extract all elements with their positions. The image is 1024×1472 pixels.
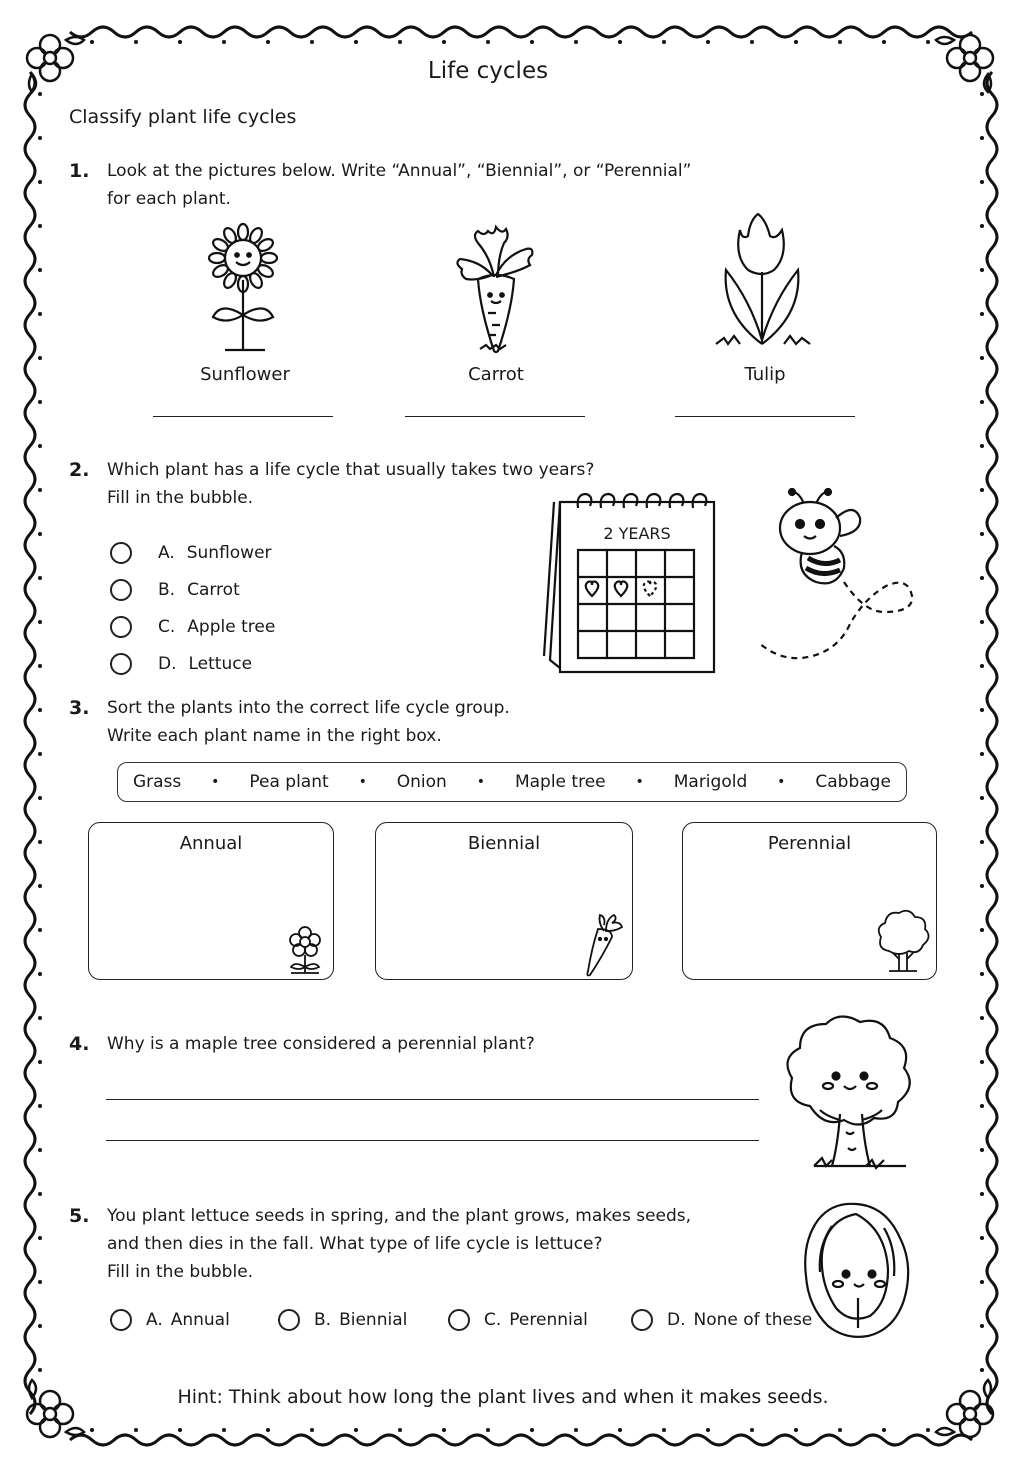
option-label: Perennial <box>509 1310 588 1330</box>
word-bank-item: Marigold <box>673 772 748 792</box>
radio-bubble[interactable] <box>110 1309 132 1331</box>
hint-text: Hint: Think about how long the plant lives and when it makes seeds. <box>177 1386 829 1408</box>
answer-line-q4-1[interactable] <box>106 1099 759 1100</box>
separator-dot: • <box>358 774 367 790</box>
radio-bubble[interactable] <box>110 579 132 601</box>
question-1-number: 1. <box>69 160 90 182</box>
option-letter: B. <box>158 579 176 600</box>
sort-box-title: Annual <box>179 833 243 854</box>
calendar-icon <box>538 488 720 678</box>
question-5-number: 5. <box>69 1205 90 1227</box>
word-bank-item: Onion <box>396 772 447 792</box>
radio-bubble[interactable] <box>448 1309 470 1331</box>
word-bank-item: Cabbage <box>815 772 891 792</box>
question-5-text <box>107 1202 691 1286</box>
question-2-number: 2. <box>69 459 90 481</box>
q5-option-c[interactable] <box>448 1307 588 1333</box>
option-label: Lettuce <box>188 653 253 674</box>
small-carrot-icon <box>580 913 624 977</box>
question-4-text: Why is a maple tree considered a perennial plant? <box>107 1034 535 1054</box>
radio-bubble[interactable] <box>631 1309 653 1331</box>
question-3-line-1: Sort the plants into the correct life cycle group. <box>107 698 510 718</box>
question-3-line-2: Write each plant name in the right box. <box>107 726 442 746</box>
separator-dot: • <box>777 774 786 790</box>
answer-line-tulip[interactable] <box>675 416 855 417</box>
radio-bubble[interactable] <box>110 616 132 638</box>
option-c[interactable] <box>110 608 275 645</box>
option-letter: D. <box>667 1310 686 1330</box>
option-label: None of these <box>693 1310 813 1330</box>
question-2-line-2: Fill in the bubble. <box>107 488 254 508</box>
question-2-options <box>110 534 275 682</box>
answer-line-carrot[interactable] <box>405 416 585 417</box>
word-bank-item: Grass <box>132 772 182 792</box>
radio-bubble[interactable] <box>278 1309 300 1331</box>
separator-dot: • <box>476 774 486 790</box>
smiling-tree-icon <box>786 1014 916 1170</box>
sort-box-annual[interactable] <box>88 822 334 980</box>
separator-dot: • <box>211 774 220 790</box>
lettuce-icon <box>802 1200 912 1340</box>
tulip-icon <box>710 208 820 354</box>
radio-bubble[interactable] <box>110 542 132 564</box>
plant-label-tulip: Tulip <box>744 364 786 385</box>
question-5-line-3: Fill in the bubble. <box>107 1262 254 1282</box>
question-5-line-2: and then dies in the fall. What type of life cycle is lettuce? <box>107 1234 603 1254</box>
option-letter: A. <box>146 1310 163 1330</box>
bee-icon <box>748 486 918 672</box>
q5-option-b[interactable] <box>278 1307 407 1333</box>
separator-dot: • <box>635 774 644 790</box>
q5-option-a[interactable] <box>110 1307 230 1333</box>
small-tree-icon <box>875 911 931 975</box>
question-3-number: 3. <box>69 697 90 719</box>
plant-label-carrot: Carrot <box>468 364 524 385</box>
option-letter: A. <box>158 542 175 563</box>
answer-line-sunflower[interactable] <box>153 416 333 417</box>
question-2-line-1: Which plant has a life cycle that usually takes two years? <box>107 460 595 480</box>
question-1-text <box>107 157 691 213</box>
option-d[interactable] <box>110 645 275 682</box>
option-label: Sunflower <box>186 542 272 563</box>
question-4-number: 4. <box>69 1033 90 1055</box>
question-2-text <box>107 456 594 512</box>
question-5-line-1: You plant lettuce seeds in spring, and the plant grows, makes seeds, <box>107 1206 692 1226</box>
option-a[interactable] <box>110 534 275 571</box>
word-bank <box>117 762 907 802</box>
option-letter: B. <box>314 1310 332 1330</box>
q5-option-d[interactable] <box>631 1307 812 1333</box>
option-label: Apple tree <box>187 616 276 637</box>
worksheet-subtitle: Classify plant life cycles <box>69 106 297 128</box>
option-letter: C. <box>484 1310 502 1330</box>
question-1-line-1: Look at the pictures below. Write “Annual”, “Biennial”, or “Perennial” <box>107 161 692 181</box>
option-label: Carrot <box>187 579 240 600</box>
option-label: Annual <box>170 1310 230 1330</box>
sort-box-title: Biennial <box>467 833 541 854</box>
calendar-label: 2 YEARS <box>603 524 671 543</box>
question-1-line-2: for each plant. <box>107 189 231 209</box>
answer-line-q4-2[interactable] <box>106 1140 759 1141</box>
word-bank-item: Maple tree <box>514 772 606 792</box>
option-label: Biennial <box>339 1310 408 1330</box>
question-3-text <box>107 694 510 750</box>
option-letter: C. <box>158 616 176 637</box>
radio-bubble[interactable] <box>110 653 132 675</box>
option-b[interactable] <box>110 571 275 608</box>
option-letter: D. <box>158 653 177 674</box>
carrot-icon <box>452 215 542 355</box>
sort-box-biennial[interactable] <box>375 822 633 980</box>
plant-label-sunflower: Sunflower <box>200 364 290 385</box>
sunflower-icon <box>205 220 285 355</box>
sort-box-perennial[interactable] <box>682 822 937 980</box>
sort-box-title: Perennial <box>767 833 852 854</box>
page-title: Life cycles <box>427 58 549 84</box>
word-bank-item: Pea plant <box>249 772 329 792</box>
small-flower-icon <box>285 923 325 977</box>
